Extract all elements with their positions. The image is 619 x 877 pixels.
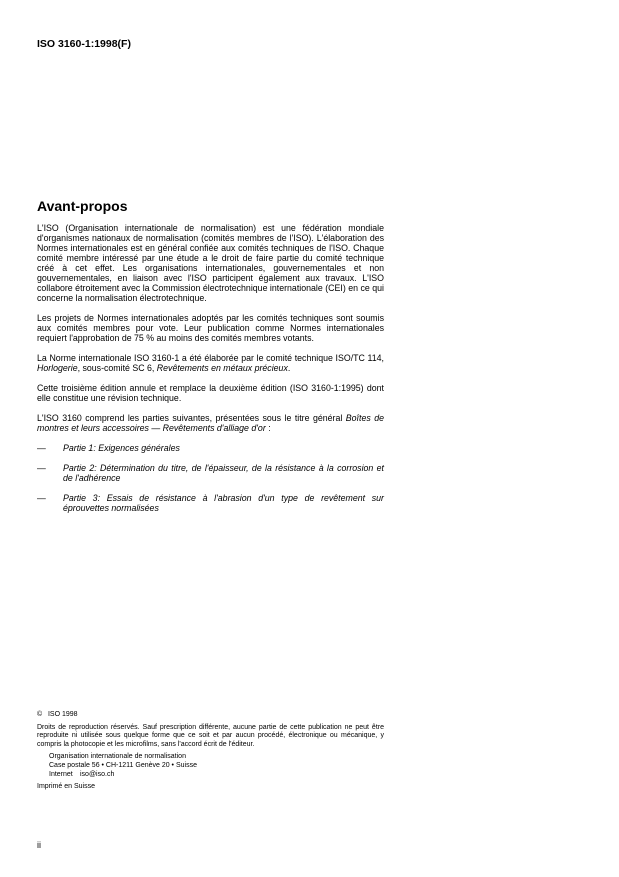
paragraph-iso-intro: L'ISO (Organisation internationale de normalisation) est une fédération mondiale d'organismes nationaux de normalisation (comités membres de l'ISO). L'élaboration des Normes internationales est en général confiée aux comités techniques de l'ISO. Chaque comité membre intéressé par une étude a le droit de faire partie du comité technique créé à cet effet. Les organisations internationales, gouvernementales et non gouvernementales, en liaison avec l'ISO participent également aux travaux. L'ISO collabore étroitement avec la Commission électrotechnique internationale (CEI) en ce qui concerne la normalisation électrotechnique. (37, 223, 384, 303)
committee-text-2: , sous-comité SC 6, (77, 363, 157, 373)
foreword-section (37, 198, 384, 523)
rights-notice: Droits de reproduction réservés. Sauf prescription différente, aucune partie de cette publication ne peut être reproduite ni utilisée sous quelque forme que ce soit et par aucun procédé, électronique ou mécanique, y compris la photocopie et les microfilms, sans l'accord écrit de l'éditeur. (37, 723, 384, 748)
parts-list (37, 443, 384, 513)
committee-text-1: La Norme internationale ISO 3160-1 a été élaborée par le comité technique ISO/TC 114, (37, 353, 384, 363)
page-number: ii (37, 840, 41, 850)
part-title: Partie 3: Essais de résistance à l'abrasion d'un type de revêtement sur éprouvettes normalisées (63, 493, 384, 513)
list-dash: — (37, 443, 46, 453)
printed-in: Imprimé en Suisse (37, 783, 95, 791)
parts-intro-colon: : (265, 423, 271, 433)
paragraph-edition: Cette troisième édition annule et remplace la deuxième édition (ISO 3160-1:1995) dont elle constitue une révision technique. (37, 383, 384, 403)
subcommittee-name: Revêtements en métaux précieux (156, 363, 288, 373)
paragraph-committee (37, 353, 384, 373)
list-item (37, 463, 384, 483)
list-item (37, 443, 384, 453)
part-title: Partie 2: Détermination du titre, de l'épaisseur, de la résistance à la corrosion et de l'adhérence (63, 463, 384, 483)
list-dash: — (37, 493, 46, 503)
parts-intro-text: L'ISO 3160 comprend les parties suivantes, présentées sous le titre général (37, 413, 346, 423)
copyright-footer (37, 711, 384, 792)
paragraph-parts-intro (37, 413, 384, 433)
document-id: ISO 3160-1:1998(F) (37, 38, 131, 50)
part-title: Partie 1: Exigences générales (63, 443, 180, 453)
committee-name: Horlogerie (37, 363, 78, 373)
publisher-address (49, 753, 384, 779)
list-item (37, 493, 384, 513)
list-dash: — (37, 463, 46, 473)
section-title: Avant-propos (37, 198, 128, 214)
internet-line (49, 771, 384, 780)
committee-text-3: . (287, 363, 291, 373)
internet-label: Internet (49, 770, 73, 778)
email-address: iso@iso.ch (80, 770, 115, 778)
postal-address: Case postale 56 • CH-1211 Genève 20 • Suisse (49, 761, 197, 769)
paragraph-voting: Les projets de Normes internationales adoptés par les comités techniques sont soumis aux comités membres pour vote. Leur publication comme Normes internationales requiert l'approbation de 75 % au moins des comités membres votants. (37, 313, 384, 343)
organization-name: Organisation internationale de normalisation (49, 753, 186, 761)
copyright-line: © ISO 1998 (37, 711, 78, 718)
general-title: Boîtes de montres et leurs accessoires — Revêtements d'alliage d'or (37, 413, 384, 433)
